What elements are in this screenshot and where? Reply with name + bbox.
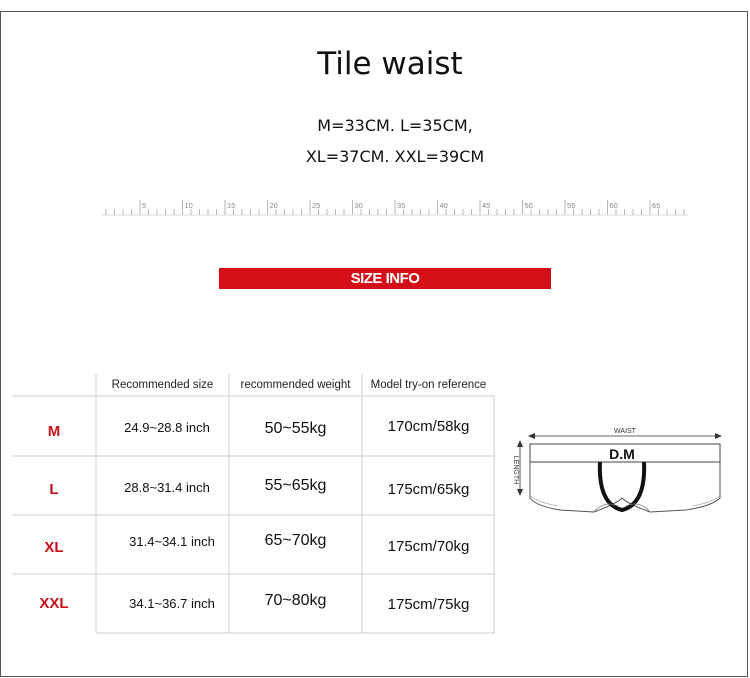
- inch-range-m: 24.9~28.8 inch: [124, 420, 210, 435]
- underwear-measurement-diagram: [500, 412, 730, 542]
- weight-range-m: 50~55kg: [264, 420, 327, 437]
- ruler-tick-label: 25: [312, 201, 321, 210]
- ruler-tick-label: 65: [652, 201, 661, 210]
- waist-label: WAIST: [614, 428, 636, 435]
- inch-range-xl: 31.4~34.1 inch: [129, 534, 215, 549]
- length-label: LENGTH: [512, 455, 519, 485]
- ruler-tick-label: 40: [439, 201, 448, 210]
- length-arrow-top: [517, 440, 523, 447]
- waist-sizes-line-1: M=33CM. L=35CM,: [317, 116, 473, 135]
- model-reference-xxl: 175cm/75kg: [387, 596, 470, 613]
- size-label-m: M: [47, 423, 61, 440]
- length-arrow-bottom: [517, 489, 523, 496]
- weight-range-xl: 65~70kg: [264, 532, 327, 549]
- weight-range-xxl: 70~80kg: [264, 592, 327, 609]
- size-info-banner: SIZE INFO: [219, 268, 551, 289]
- size-label-xl: XL: [44, 539, 64, 556]
- size-label-xxl: XXL: [39, 595, 69, 612]
- ruler-tick-label: 15: [227, 201, 236, 210]
- ruler-tick-label: 35: [397, 201, 406, 210]
- left-hem: [530, 496, 558, 506]
- brand-label: D.M: [609, 446, 635, 462]
- page-title: Tile waist: [317, 46, 463, 82]
- header-recommended-weight: recommended weight: [240, 379, 351, 391]
- inch-range-l: 28.8~31.4 inch: [124, 480, 210, 495]
- ruler-tick-label: 50: [524, 201, 533, 210]
- garment-outline: [530, 462, 720, 512]
- pouch-outline: [600, 462, 644, 510]
- waist-arrow-right: [715, 433, 722, 439]
- header-model-reference: Model try-on reference: [370, 379, 487, 391]
- size-label-l: L: [49, 481, 59, 498]
- ruler-tick-label: 10: [184, 201, 193, 210]
- model-reference-xl: 175cm/70kg: [387, 538, 470, 555]
- header-recommended-size: Recommended size: [111, 379, 214, 391]
- ruler-tick-label: 30: [354, 201, 363, 210]
- ruler-tick-label: 45: [482, 201, 491, 210]
- size-table: [12, 374, 495, 634]
- model-reference-l: 175cm/65kg: [387, 481, 470, 498]
- model-reference-m: 170cm/58kg: [387, 418, 470, 435]
- inch-range-xxl: 34.1~36.7 inch: [129, 596, 215, 611]
- weight-range-l: 55~65kg: [264, 477, 327, 494]
- ruler-tick-label: 5: [142, 201, 147, 210]
- ruler-tick-label: 60: [609, 201, 618, 210]
- measuring-ruler: [100, 198, 690, 220]
- waist-sizes-line-2: XL=37CM. XXL=39CM: [305, 147, 485, 166]
- waist-arrow-left: [528, 433, 535, 439]
- ruler-tick-label: 20: [269, 201, 278, 210]
- ruler-tick-label: 55: [567, 201, 576, 210]
